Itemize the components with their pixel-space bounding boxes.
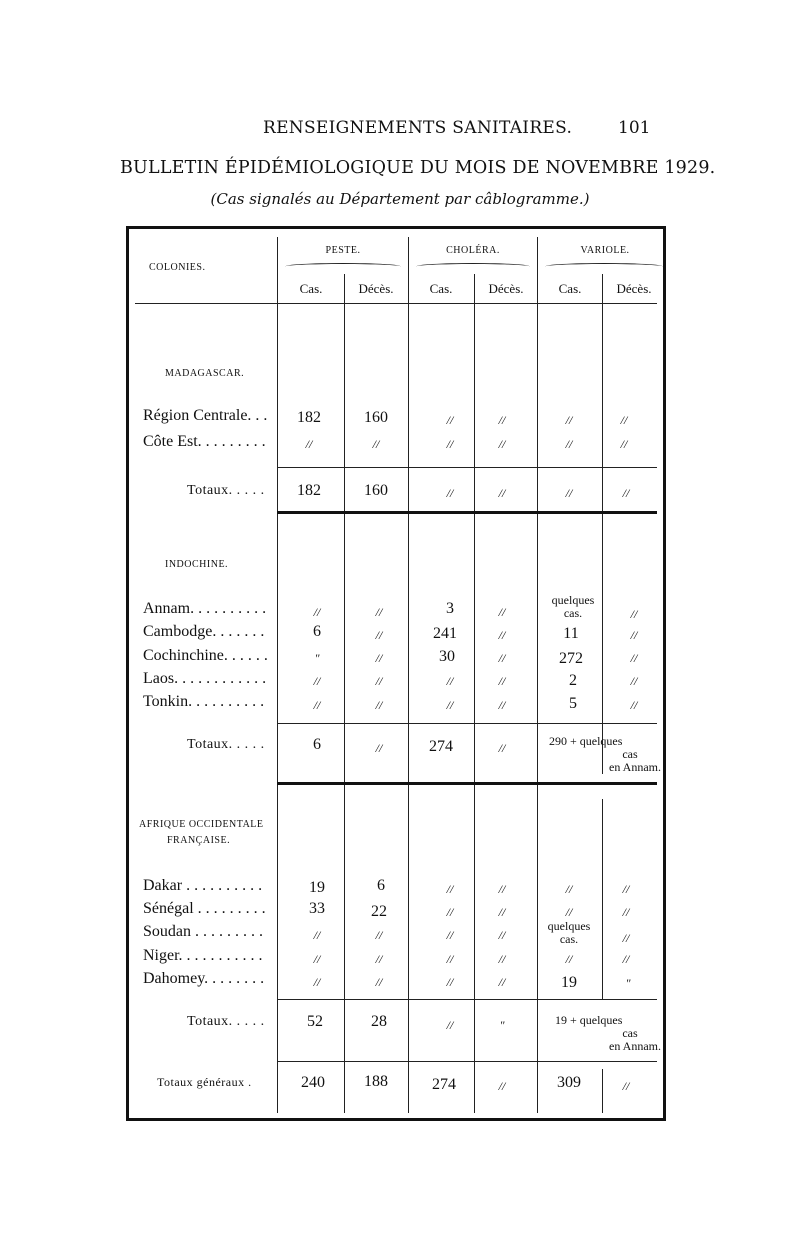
subcol-variole-cas: Cas. (558, 281, 582, 296)
cell: 22 (371, 903, 387, 920)
cell: // (630, 674, 638, 688)
variole-total-line3: en Annam. (609, 1039, 661, 1053)
cell: 2 (569, 672, 577, 689)
cell: 309 (557, 1074, 581, 1091)
cell: // (622, 952, 630, 966)
row-label: Soudan . . . . . . . . . (143, 923, 263, 940)
cell: // (498, 413, 506, 427)
cell: // (446, 928, 454, 942)
cell: // (313, 928, 321, 942)
page-subtitle: (Cas signalés au Département par câblogramme.) (210, 190, 590, 208)
section-rule (277, 782, 657, 785)
page-title: BULLETIN ÉPIDÉMIOLOGIQUE DU MOIS DE NOVEMBRE 1929. (120, 158, 716, 178)
cell: // (622, 905, 630, 919)
cell: // (498, 628, 506, 642)
cell: // (313, 952, 321, 966)
cell: quelques cas. (547, 919, 591, 946)
cell: // (375, 651, 383, 665)
cell: // (375, 628, 383, 642)
row-label: Cambodge. . . . . . . (143, 623, 265, 640)
cell: // (498, 674, 506, 688)
group-brace (545, 263, 663, 270)
cell: 160 (364, 409, 388, 426)
cell: // (375, 928, 383, 942)
variole-total (555, 1014, 661, 1053)
colonies-header: COLONIES. (149, 262, 206, 273)
cell: 188 (364, 1073, 388, 1090)
cell: 274 (429, 738, 453, 755)
cell: // (375, 741, 383, 755)
section-rule (277, 511, 657, 514)
cell: 182 (297, 409, 321, 426)
cell: // (630, 651, 638, 665)
cell: 6 (313, 623, 321, 640)
subcol-cholera-cas: Cas. (429, 281, 453, 296)
group-brace (416, 263, 530, 270)
cell: // (498, 952, 506, 966)
row-label: Région Centrale. . . (143, 407, 268, 424)
column-divider (474, 274, 475, 1113)
section-madagascar: MADAGASCAR. (165, 368, 245, 379)
variole-total (549, 735, 661, 774)
cell: // (313, 674, 321, 688)
cell: // (498, 651, 506, 665)
grand-total-label: Totaux généraux . (157, 1075, 252, 1089)
cell: // (446, 437, 454, 451)
cell: 274 (432, 1076, 456, 1093)
subtotal-rule (277, 467, 657, 468)
cell: 6 (313, 736, 321, 753)
cell: // (498, 882, 506, 896)
cell: 3 (446, 600, 454, 617)
cell: // (446, 674, 454, 688)
cell: // (622, 882, 630, 896)
cell: // (565, 486, 573, 500)
subtotal-rule (277, 723, 657, 724)
totals-label: Totaux. . . . . (187, 1014, 265, 1029)
row-label: Dakar . . . . . . . . . . (143, 877, 263, 894)
row-label: Tonkin. . . . . . . . . . (143, 693, 265, 710)
variole-total-line2: cas (622, 1026, 638, 1040)
cell: // (620, 413, 628, 427)
row-label: Laos. . . . . . . . . . . . (143, 670, 267, 687)
row-label: Dahomey. . . . . . . . (143, 970, 265, 987)
cell: // (498, 1079, 506, 1093)
cell: // (446, 486, 454, 500)
subcol-peste-cas: Cas. (299, 281, 323, 296)
header-rule (135, 303, 657, 304)
cell: // (446, 698, 454, 712)
cell: 28 (371, 1013, 387, 1030)
row-label: Cochinchine. . . . . . (143, 647, 268, 664)
cell: 19 (309, 879, 325, 896)
cell: // (446, 975, 454, 989)
subtotal-rule (277, 999, 657, 1000)
variole-total-line1: 19 + quelques (555, 1013, 623, 1027)
cell: // (498, 437, 506, 451)
cell: // (313, 605, 321, 619)
cell: // (313, 698, 321, 712)
cell: 241 (433, 625, 457, 642)
cell: // (446, 882, 454, 896)
cell: 30 (439, 648, 455, 665)
subcol-cholera-deces: Décès. (488, 281, 524, 296)
group-header-variole: VARIOLE. (580, 245, 630, 256)
section-indochine: INDOCHINE. (165, 559, 229, 570)
column-divider (344, 274, 345, 1113)
page-number: 101 (618, 118, 651, 138)
group-header-cholera: CHOLÉRA. (446, 245, 500, 256)
row-label: Annam. . . . . . . . . . (143, 600, 267, 617)
cell: // (446, 905, 454, 919)
subcol-peste-deces: Décès. (358, 281, 394, 296)
cell: // (375, 698, 383, 712)
cell: " (625, 976, 631, 990)
column-divider (277, 237, 278, 1113)
cell: 19 (561, 974, 577, 991)
cell: // (565, 952, 573, 966)
cell: // (498, 741, 506, 755)
cell: // (630, 698, 638, 712)
row-label: Côte Est. . . . . . . . . (143, 433, 266, 450)
cell: // (622, 486, 630, 500)
cell: // (498, 486, 506, 500)
cell: // (565, 905, 573, 919)
section-aof-line1: AFRIQUE OCCIDENTALE (139, 819, 264, 830)
cell: // (372, 437, 380, 451)
variole-total-line1: 290 + quelques (549, 734, 623, 748)
cell: 52 (307, 1013, 323, 1030)
cell: 182 (297, 482, 321, 499)
cell: // (375, 975, 383, 989)
totals-label: Totaux. . . . . (187, 737, 265, 752)
cell: // (313, 975, 321, 989)
cell: // (446, 952, 454, 966)
cell: 5 (569, 695, 577, 712)
cell: // (498, 605, 506, 619)
subtotal-rule (277, 1061, 657, 1062)
cell: " (314, 651, 320, 665)
running-head: RENSEIGNEMENTS SANITAIRES. (263, 118, 573, 138)
cell: // (375, 674, 383, 688)
column-divider (602, 1069, 603, 1113)
cell: // (498, 975, 506, 989)
subcol-variole-deces: Décès. (616, 281, 652, 296)
column-divider (602, 799, 603, 999)
bulletin-table (126, 226, 666, 1121)
variole-total-line3: en Annam. (609, 760, 661, 774)
totals-label: Totaux. . . . . (187, 483, 265, 498)
cell: // (622, 1079, 630, 1093)
cell: // (375, 605, 383, 619)
cell: // (565, 437, 573, 451)
cell: // (498, 928, 506, 942)
row-label: Niger. . . . . . . . . . . (143, 947, 263, 964)
column-divider (537, 237, 538, 1113)
cell: 240 (301, 1074, 325, 1091)
cell: // (446, 1018, 454, 1032)
cell: // (565, 413, 573, 427)
group-brace (285, 263, 401, 270)
cell: // (630, 628, 638, 642)
cell: 33 (309, 900, 325, 917)
cell: quelques cas. (551, 593, 595, 620)
cell: // (622, 931, 630, 945)
cell: // (630, 607, 638, 621)
cell: // (620, 437, 628, 451)
cell: 160 (364, 482, 388, 499)
cell: // (446, 413, 454, 427)
cell: // (565, 882, 573, 896)
cell: // (498, 698, 506, 712)
variole-total-line2: cas (622, 747, 638, 761)
row-label: Sénégal . . . . . . . . . (143, 900, 266, 917)
column-divider (408, 237, 409, 1113)
column-divider (602, 274, 603, 774)
cell: // (305, 437, 313, 451)
cell: 6 (377, 877, 385, 894)
cell: // (375, 952, 383, 966)
cell: 272 (559, 650, 583, 667)
group-header-peste: PESTE. (325, 245, 361, 256)
cell: // (498, 905, 506, 919)
cell: 11 (563, 625, 579, 642)
section-aof-line2: FRANÇAISE. (167, 835, 231, 846)
cell: " (499, 1018, 505, 1032)
